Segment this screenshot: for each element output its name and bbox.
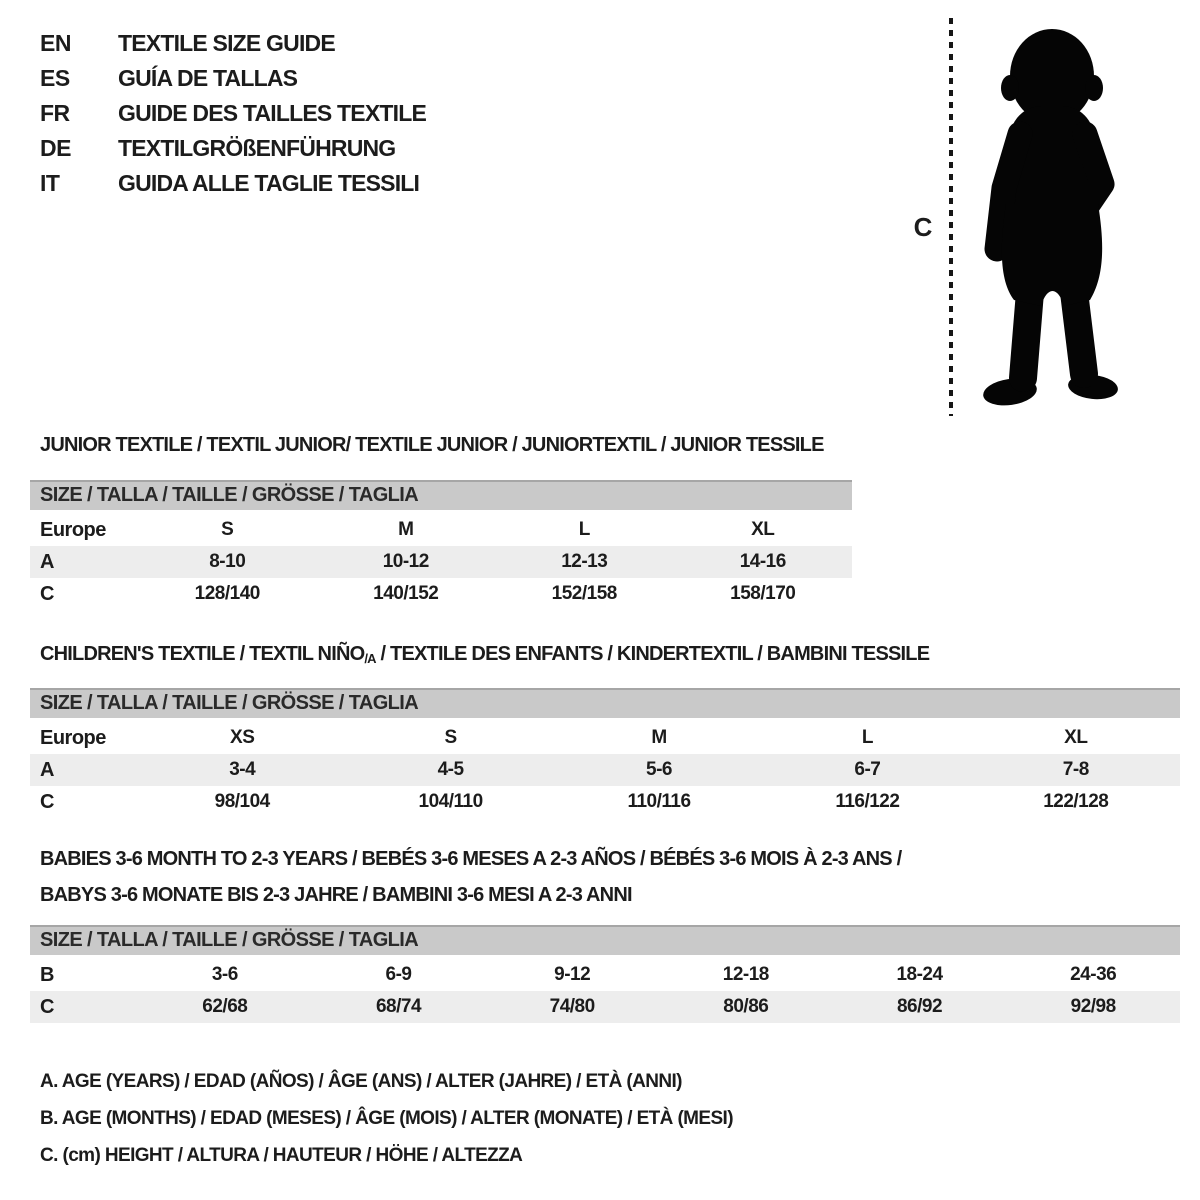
size-cell: XL: [1064, 727, 1088, 748]
size-cell: 68/74: [375, 996, 422, 1017]
size-cell: 92/98: [1070, 996, 1116, 1017]
size-header-bar: SIZE / TALLA / TAILLE / GRÖSSE / TAGLIA: [30, 480, 852, 510]
size-cell: 14-16: [739, 551, 786, 572]
babies-size-table: [30, 925, 1180, 1023]
babies-section-title: [40, 841, 901, 913]
language-title: TEXTILE SIZE GUIDE: [118, 30, 335, 56]
size-cell: 128/140: [194, 583, 260, 604]
language-row: [40, 61, 426, 96]
table-row: [30, 578, 852, 610]
language-code: ES: [40, 65, 70, 91]
height-measure-label: C: [913, 212, 933, 242]
language-title: GUIDA ALLE TAGLIE TESSILI: [118, 170, 420, 196]
table-rows: [30, 959, 1180, 1023]
language-code: EN: [40, 30, 71, 56]
size-cell: 5-6: [646, 759, 672, 780]
size-cell: 8-10: [209, 551, 246, 572]
table-row: [30, 546, 852, 578]
size-cell: 110/116: [627, 791, 691, 812]
size-cell: L: [861, 727, 873, 748]
size-cell: 10-12: [382, 551, 429, 572]
row-label: Europe: [40, 518, 106, 541]
size-cell: XS: [230, 727, 255, 748]
language-row: [40, 26, 426, 61]
size-cell: 6-9: [385, 964, 412, 985]
language-row: [40, 166, 426, 201]
size-cell: 7-8: [1062, 759, 1089, 780]
legend-line-c: C. (cm) HEIGHT / ALTURA / HAUTEUR / HÖHE / ALTEZZA: [40, 1145, 523, 1166]
size-cell: 24-36: [1070, 964, 1117, 985]
table-row: [30, 991, 1180, 1023]
language-title: GUÍA DE TALLAS: [118, 65, 298, 91]
row-label: C: [40, 995, 54, 1018]
babies-title-line2: BABYS 3-6 MONATE BIS 2-3 JAHRE / BAMBINI 3-6 MESI A 2-3 ANNI: [40, 884, 632, 906]
size-cell: 152/158: [551, 583, 617, 604]
height-measure-dashed-line: [949, 18, 953, 416]
size-cell: 140/152: [373, 583, 439, 604]
size-cell: 4-5: [437, 759, 464, 780]
size-cell: 74/80: [549, 996, 595, 1017]
language-code: FR: [40, 100, 70, 126]
size-cell: S: [444, 727, 457, 748]
size-cell: 98/104: [214, 791, 270, 812]
legend-line-b: B. AGE (MONTHS) / EDAD (MESES) / ÂGE (MOIS) / ALTER (MONATE) / ETÀ (MESI): [40, 1108, 733, 1129]
language-title: TEXTILGRÖßENFÜHRUNG: [118, 135, 396, 161]
size-cell: 116/122: [835, 791, 900, 812]
size-header-bar: SIZE / TALLA / TAILLE / GRÖSSE / TAGLIA: [30, 688, 1180, 718]
row-label: B: [40, 963, 54, 986]
table-row: [30, 786, 1180, 818]
legend-line-a: A. AGE (YEARS) / EDAD (AÑOS) / ÂGE (ANS) / ALTER (JAHRE) / ETÀ (ANNI): [40, 1071, 682, 1092]
row-label: A: [40, 550, 54, 573]
size-cell: 18-24: [896, 964, 943, 985]
height-figure: [890, 0, 1200, 430]
size-cell: 86/92: [896, 996, 943, 1017]
row-label: Europe: [40, 726, 106, 749]
size-cell: XL: [751, 519, 775, 540]
row-label: C: [40, 790, 54, 813]
table-row: [30, 514, 852, 546]
language-row: [40, 131, 426, 166]
size-cell: 62/68: [202, 996, 248, 1017]
size-cell: S: [221, 519, 234, 540]
size-cell: 3-4: [229, 759, 256, 780]
size-cell: 80/86: [723, 996, 769, 1017]
toddler-silhouette-image: [962, 16, 1142, 416]
row-label: A: [40, 758, 54, 781]
table-row: [30, 959, 1180, 991]
children-title-rest: / TEXTILE DES ENFANTS / KINDERTEXTIL / BAMBINI TESSILE: [375, 643, 930, 665]
junior-size-table: [30, 480, 852, 610]
size-cell: 3-6: [211, 964, 238, 985]
babies-title-line1: BABIES 3-6 MONTH TO 2-3 YEARS / BEBÉS 3-6 MESES A 2-3 AÑOS / BÉBÉS 3-6 MOIS À 2-3 ANS /: [40, 848, 902, 870]
measurement-legend: [40, 1063, 733, 1174]
table-rows: [30, 722, 1180, 818]
size-header-bar: SIZE / TALLA / TAILLE / GRÖSSE / TAGLIA: [30, 925, 1180, 955]
language-code: IT: [40, 170, 60, 196]
language-title: GUIDE DES TAILLES TEXTILE: [118, 100, 426, 126]
size-cell: 12-13: [561, 551, 608, 572]
row-label: C: [40, 582, 54, 605]
size-cell: 122/128: [1043, 791, 1109, 812]
size-cell: 12-18: [722, 964, 769, 985]
size-cell: M: [651, 727, 667, 748]
size-cell: L: [578, 519, 590, 540]
size-cell: M: [398, 519, 414, 540]
table-row: [30, 722, 1180, 754]
junior-section-title: JUNIOR TEXTILE / TEXTIL JUNIOR/ TEXTILE JUNIOR / JUNIORTEXTIL / JUNIOR TESSILE: [40, 434, 824, 456]
language-row: [40, 96, 426, 131]
children-title-sub: /A: [364, 651, 376, 666]
children-title-main: CHILDREN'S TEXTILE / TEXTIL NIÑO: [40, 643, 365, 665]
children-section-title: [40, 643, 929, 666]
table-rows: [30, 514, 852, 610]
table-row: [30, 754, 1180, 786]
size-cell: 9-12: [554, 964, 591, 985]
size-cell: 6-7: [854, 759, 881, 780]
size-cell: 104/110: [418, 791, 483, 812]
language-code: DE: [40, 135, 71, 161]
language-title-list: [40, 26, 426, 201]
children-size-table: [30, 688, 1180, 818]
size-cell: 158/170: [730, 583, 796, 604]
